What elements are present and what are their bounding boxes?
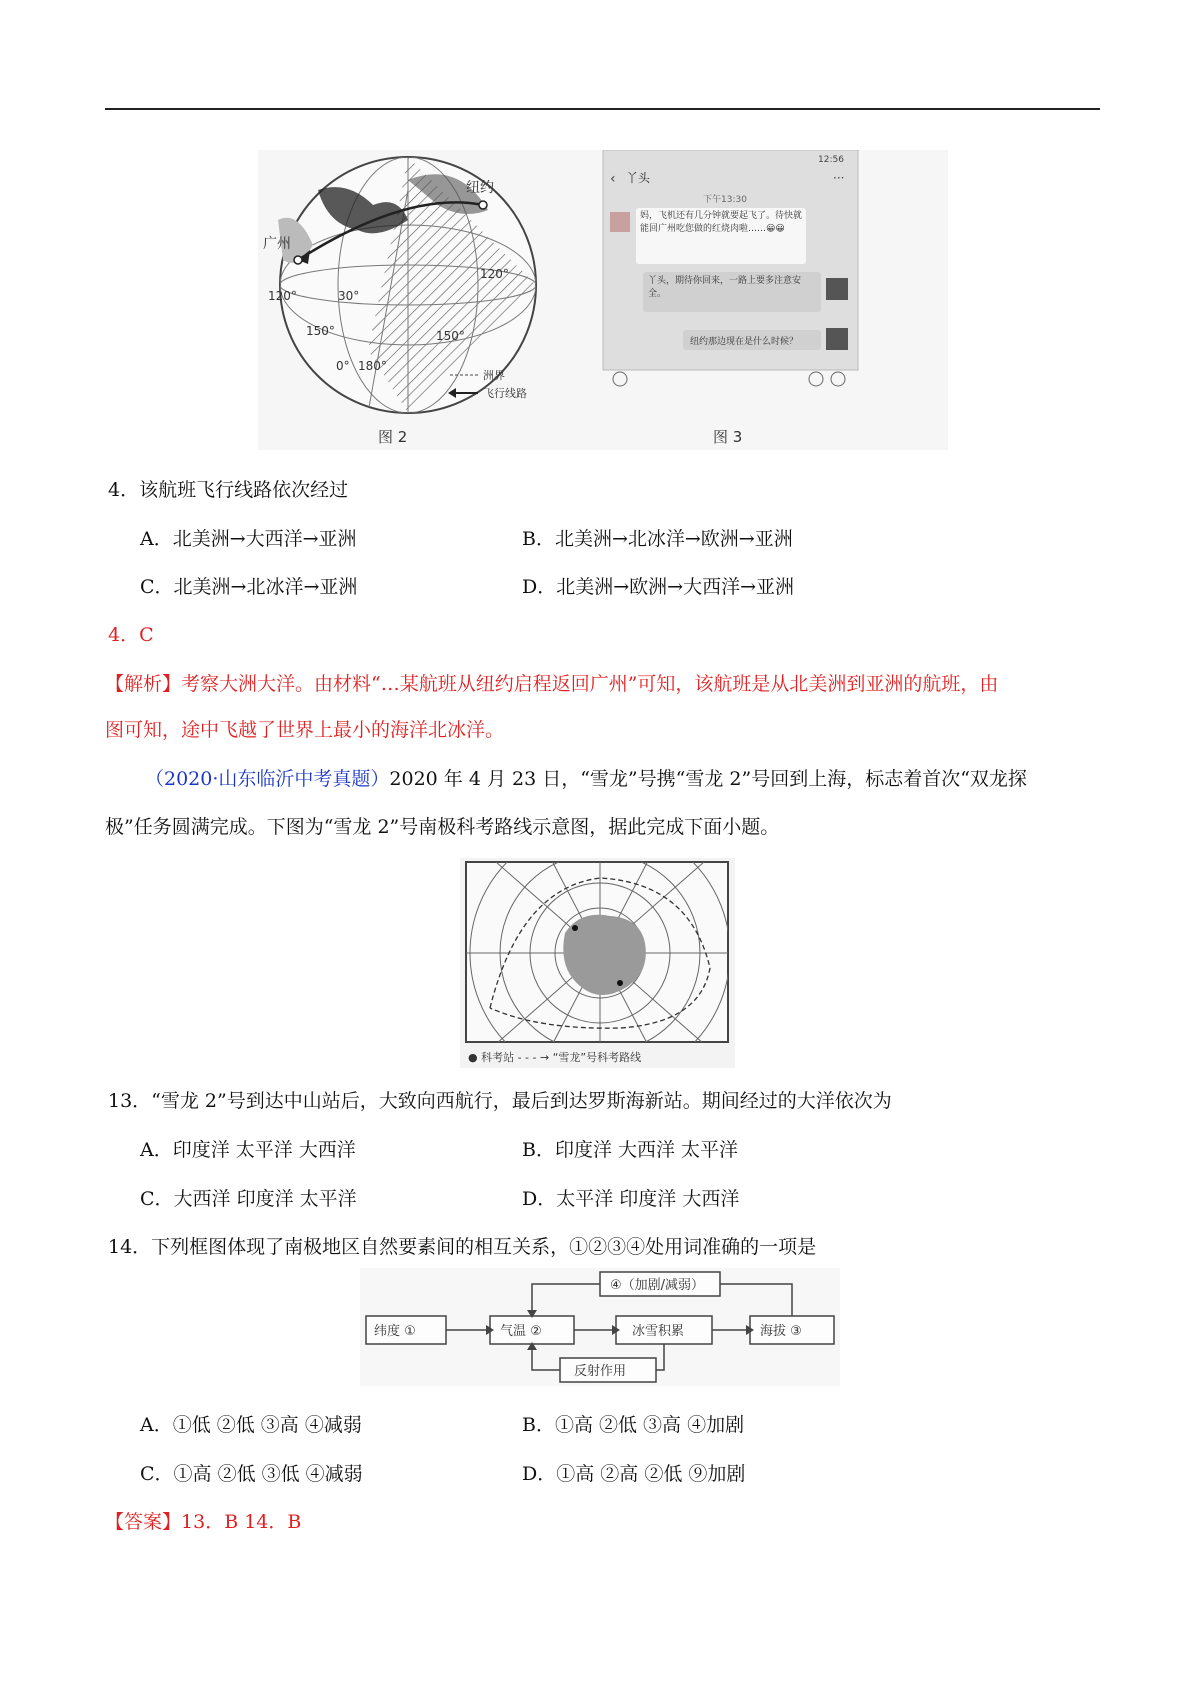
figure-globe-and-chat bbox=[258, 150, 948, 450]
answer-text: 13．B 14．B bbox=[181, 1511, 302, 1533]
answer-label: 【答案】 bbox=[105, 1511, 182, 1533]
q4-option-b: B．北美洲→北冰洋→欧洲→亚洲 bbox=[522, 528, 793, 550]
intro-line1 bbox=[145, 767, 1027, 791]
q13-stem: 13．“雪龙 2”号到达中山站后，大致向西航行，最后到达罗斯海新站。期间经过的大洋依次为 bbox=[108, 1090, 892, 1112]
antarctic-route-map bbox=[460, 858, 735, 1068]
q4-analysis-line2: 图可知，途中飞越了世界上最小的海洋北冰洋。 bbox=[105, 719, 505, 741]
chat-contact: 丫头 bbox=[626, 171, 651, 185]
label-lon120: 120° bbox=[268, 289, 297, 303]
q4-analysis-line1: 【解析】考察大洲大洋。由材料“…某航班从纽约启程返回广州”可知，该航班是从北美洲到亚洲的航班，由 bbox=[105, 673, 999, 695]
q13-option-c: C．大西洋 印度洋 太平洋 bbox=[140, 1188, 357, 1210]
caption-fig2: 图 2 bbox=[378, 428, 408, 446]
legend-route: 飞行线路 bbox=[483, 387, 527, 400]
flowchart-figure bbox=[360, 1268, 840, 1386]
q4-option-a: A．北美洲→大西洋→亚洲 bbox=[140, 528, 357, 550]
q13-option-d: D．太平洋 印度洋 大西洋 bbox=[522, 1188, 740, 1210]
q13-option-a: A．印度洋 太平洋 大西洋 bbox=[140, 1139, 356, 1161]
label-lon180: 180° bbox=[358, 359, 387, 373]
flow-box-ice-label: 冰雪积累 bbox=[632, 1324, 685, 1339]
flow-box-top-label: ④（加剧/减弱） bbox=[610, 1278, 705, 1293]
label-guangzhou: 广州 bbox=[263, 236, 291, 252]
intro-line2: 极”任务圆满完成。下图为“雪龙 2”号南极科考路线示意图，据此完成下面小题。 bbox=[105, 816, 780, 838]
intro-line1-text: 2020 年 4 月 23 日，“雪龙”号携“雪龙 2”号回到上海，标志着首次“双龙探 bbox=[389, 768, 1027, 790]
intro-source: （2020·山东临沂中考真题） bbox=[145, 768, 390, 790]
flow-box-temp-label: 气温 ② bbox=[500, 1324, 542, 1339]
chat-timestamp: 下午13:30 bbox=[703, 195, 747, 205]
label-lon0: 0° bbox=[336, 359, 350, 373]
answer-line bbox=[105, 1510, 301, 1534]
q14-option-c: C．①高 ②低 ③低 ④减弱 bbox=[140, 1463, 363, 1485]
flow-box-reflect-label: 反射作用 bbox=[574, 1364, 627, 1379]
flow-box-sea-label: 海拔 ③ bbox=[760, 1324, 802, 1339]
q13-option-b: B．印度洋 大西洋 太平洋 bbox=[522, 1139, 739, 1161]
label-newyork: 纽约 bbox=[466, 180, 494, 196]
q14-option-b: B．①高 ②低 ③高 ④加剧 bbox=[522, 1414, 745, 1436]
legend-boundary: 洲界 bbox=[483, 369, 505, 382]
chat-msg1: 妈，飞机还有几分钟就要起飞了。待快就能回广州吃您做的红烧肉啦……😀😀 bbox=[640, 211, 803, 234]
caption-fig3: 图 3 bbox=[713, 428, 743, 446]
map-legend: ● 科考站 - - - → “雪龙”号科考路线 bbox=[468, 1051, 642, 1064]
q4-option-c: C．北美洲→北冰洋→亚洲 bbox=[140, 576, 358, 598]
label-lon120-right: 120° bbox=[480, 267, 509, 281]
chat-msg2: 丫头，期待你回来，一路上要多注意安全。 bbox=[648, 276, 802, 299]
q4-answer: 4．C bbox=[108, 624, 154, 646]
q14-stem: 14．下列框图体现了南极地区自然要素间的相互关系，①②③④处用词准确的一项是 bbox=[108, 1236, 817, 1258]
label-lat30: 30° bbox=[338, 289, 360, 303]
label-lon150-right: 150° bbox=[436, 329, 465, 343]
chat-more-icon: ··· bbox=[833, 171, 845, 185]
q14-option-d: D．①高 ②高 ②低 ⑨加剧 bbox=[522, 1463, 746, 1485]
label-lon150-left: 150° bbox=[306, 324, 335, 338]
q4-stem: 4．该航班飞行线路依次经过 bbox=[108, 479, 349, 501]
q14-option-a: A．①低 ②低 ③高 ④减弱 bbox=[140, 1414, 362, 1436]
chat-msg3: 纽约那边现在是什么时候？ bbox=[690, 337, 799, 347]
flow-box-latitude-label: 纬度 ① bbox=[374, 1324, 416, 1339]
q4-option-d: D．北美洲→欧洲→大西洋→亚洲 bbox=[522, 576, 794, 598]
header-rule bbox=[105, 108, 1100, 110]
chat-back-icon: ‹ bbox=[610, 171, 616, 187]
chat-status-time: 12:56 bbox=[818, 155, 844, 165]
